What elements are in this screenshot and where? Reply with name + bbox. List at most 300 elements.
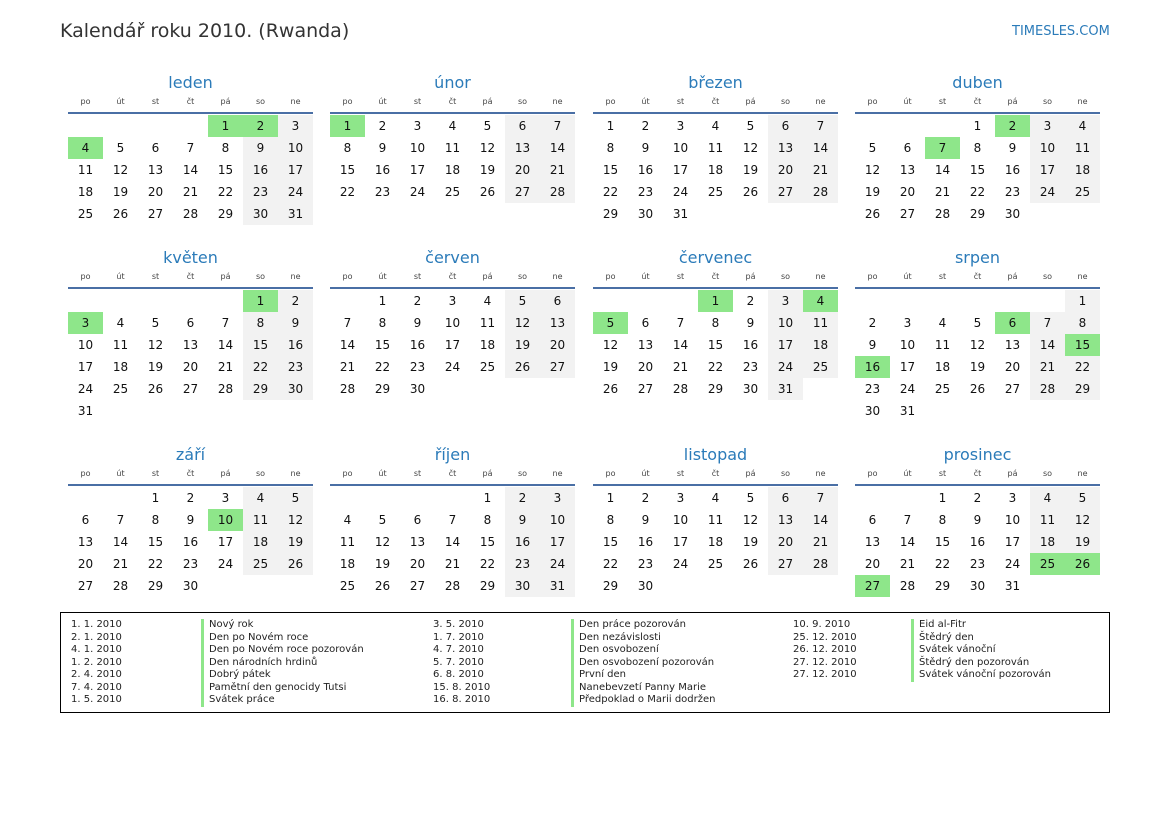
legend-holiday-name: Nový rok [201, 619, 364, 632]
month-name: prosinec [943, 445, 1012, 464]
day-cell: 22 [1065, 356, 1100, 378]
weekday-header [855, 96, 1100, 114]
day-cell: 3 [1008, 491, 1017, 505]
day-cell: 30 [742, 382, 759, 396]
day-cell: 7 [1030, 312, 1065, 334]
month-name: duben [952, 73, 1003, 92]
day-cell: 11 [707, 513, 724, 527]
weekday-header [330, 271, 575, 289]
weekday-label: čt [711, 272, 720, 281]
legend-date: 2. 1. 2010 [71, 631, 122, 643]
day-cell: 11 [1065, 137, 1100, 159]
day-cell: 21 [339, 360, 356, 374]
day-cell: 14 [182, 163, 199, 177]
day-cell: 8 [343, 141, 352, 155]
day-cell: 17 [672, 535, 689, 549]
day-cell: 16 [409, 338, 426, 352]
month-calendar [593, 72, 838, 225]
day-cell: 28 [803, 553, 838, 575]
day-cell: 8 [1065, 312, 1100, 334]
day-cell: 15 [707, 338, 724, 352]
day-cell: 26 [374, 579, 391, 593]
day-cell: 10 [444, 316, 461, 330]
day-cell: 20 [147, 185, 164, 199]
day-cell: 31 [77, 404, 94, 418]
weekday-label: st [676, 97, 685, 106]
weekday-label: so [1042, 469, 1053, 478]
day-cell: 30 [182, 579, 199, 593]
weekday-label: čt [973, 97, 982, 106]
day-cell: 3 [413, 119, 422, 133]
day-cell: 20 [409, 557, 426, 571]
weekday-header [68, 271, 313, 289]
day-cell: 19 [969, 360, 986, 374]
day-cell: 15 [602, 163, 619, 177]
month-calendar [855, 444, 1100, 597]
weekday-label: po [342, 97, 353, 106]
holiday-day: 27 [855, 575, 890, 597]
day-cell: 8 [378, 316, 387, 330]
weekday-header [330, 96, 575, 114]
day-cell: 19 [864, 185, 881, 199]
legend-date: 6. 8. 2010 [433, 669, 484, 680]
empty-cell [400, 487, 435, 509]
legend-date-column [433, 619, 490, 707]
day-cell: 18 [243, 531, 278, 553]
day-cell: 7 [676, 316, 685, 330]
day-cell: 4 [711, 491, 720, 505]
day-cell: 12 [969, 338, 986, 352]
day-cell: 6 [186, 316, 195, 330]
day-cell: 10 [899, 338, 916, 352]
day-cell: 14 [803, 137, 838, 159]
day-cell: 8 [151, 513, 160, 527]
day-cell: 12 [742, 141, 759, 155]
weekday-label: pá [1007, 272, 1018, 281]
day-cell: 17 [409, 163, 426, 177]
day-cell: 13 [540, 312, 575, 334]
day-cell: 30 [969, 579, 986, 593]
day-cell: 9 [973, 513, 982, 527]
day-cell: 6 [540, 290, 575, 312]
day-cell: 4 [938, 316, 947, 330]
day-cell: 30 [505, 575, 540, 597]
day-cell: 27 [1004, 382, 1021, 396]
day-cell: 1 [606, 491, 615, 505]
legend-holiday-name: Svátek práce [201, 694, 364, 707]
day-cell: 23 [1004, 185, 1021, 199]
day-cell: 20 [768, 159, 803, 181]
empty-cell [663, 290, 698, 312]
day-cell: 15 [969, 163, 986, 177]
day-cell: 21 [934, 185, 951, 199]
day-cell: 27 [77, 579, 94, 593]
legend-date: 4. 1. 2010 [71, 644, 122, 655]
day-cell: 7 [186, 141, 195, 155]
day-cell: 7 [448, 513, 457, 527]
weekday-header [855, 271, 1100, 289]
day-cell: 14 [540, 137, 575, 159]
day-cell: 29 [217, 207, 234, 221]
day-cell: 29 [147, 579, 164, 593]
month-name: srpen [954, 248, 1001, 267]
day-cell: 16 [374, 163, 391, 177]
day-cell: 22 [934, 557, 951, 571]
empty-cell [138, 290, 173, 312]
weekday-label: ne [290, 97, 301, 106]
day-cell: 24 [540, 553, 575, 575]
empty-cell [435, 487, 470, 509]
empty-cell [890, 115, 925, 137]
day-cell: 11 [1030, 509, 1065, 531]
empty-cell [208, 290, 243, 312]
day-cell: 5 [151, 316, 160, 330]
day-cell: 21 [1030, 356, 1065, 378]
weekday-label: st [676, 272, 685, 281]
day-cell: 3 [278, 115, 313, 137]
day-cell: 30 [278, 378, 313, 400]
site-link[interactable]: TIMESLES.COM [1012, 24, 1110, 39]
weekday-label: pá [482, 97, 493, 106]
day-cell: 14 [217, 338, 234, 352]
day-cell: 2 [641, 491, 650, 505]
day-cell: 17 [540, 531, 575, 553]
day-cell: 26 [479, 185, 496, 199]
day-cell: 15 [147, 535, 164, 549]
day-cell: 30 [637, 207, 654, 221]
weekday-label: pá [220, 97, 231, 106]
weekday-label: po [867, 469, 878, 478]
legend-date: 1. 2. 2010 [71, 656, 122, 668]
day-cell: 5 [483, 119, 492, 133]
day-cell: 16 [637, 535, 654, 549]
day-cell: 24 [77, 382, 94, 396]
day-cell: 14 [803, 509, 838, 531]
day-cell: 24 [672, 557, 689, 571]
day-cell: 10 [672, 513, 689, 527]
day-cell: 18 [803, 334, 838, 356]
holiday-day: 26 [1065, 553, 1100, 575]
day-cell: 6 [868, 513, 877, 527]
legend-holiday-name: Den po Novém roce pozorován [201, 644, 364, 657]
month-calendar [330, 444, 575, 597]
day-cell: 12 [864, 163, 881, 177]
empty-cell [890, 487, 925, 509]
day-cell: 2 [278, 290, 313, 312]
day-cell: 25 [77, 207, 94, 221]
weekday-label: út [378, 272, 387, 281]
day-cell: 18 [934, 360, 951, 374]
day-cell: 19 [147, 360, 164, 374]
day-cell: 14 [1030, 334, 1065, 356]
weekday-label: ne [815, 469, 826, 478]
weekday-label: pá [1007, 97, 1018, 106]
legend-holiday-name: Štědrý den [911, 632, 1051, 645]
day-cell: 11 [243, 509, 278, 531]
day-cell: 26 [147, 382, 164, 396]
day-cell: 4 [711, 119, 720, 133]
day-cell: 3 [768, 290, 803, 312]
day-cell: 6 [768, 115, 803, 137]
day-cell: 21 [899, 557, 916, 571]
weekday-label: út [641, 272, 650, 281]
day-grid [68, 114, 313, 225]
day-cell: 23 [742, 360, 759, 374]
legend-date: 4. 7. 2010 [433, 644, 484, 655]
day-cell: 15 [374, 338, 391, 352]
weekday-label: ne [815, 97, 826, 106]
day-cell: 2 [868, 316, 877, 330]
day-cell: 24 [1030, 181, 1065, 203]
weekday-label: út [116, 97, 125, 106]
day-cell: 19 [479, 163, 496, 177]
weekday-label: ne [815, 272, 826, 281]
empty-cell [855, 290, 890, 312]
day-cell: 14 [672, 338, 689, 352]
day-cell: 7 [343, 316, 352, 330]
day-cell: 11 [707, 141, 724, 155]
day-cell: 7 [803, 487, 838, 509]
day-cell: 18 [707, 163, 724, 177]
weekday-label: čt [973, 469, 982, 478]
day-cell: 20 [182, 360, 199, 374]
weekday-label: so [517, 272, 528, 281]
weekday-label: čt [448, 272, 457, 281]
month-name: červen [425, 248, 480, 267]
day-cell: 10 [768, 312, 803, 334]
weekday-label: po [867, 272, 878, 281]
empty-cell [890, 290, 925, 312]
weekday-label: út [116, 272, 125, 281]
legend-holiday-name: Předpoklad o Marii dodržen [571, 694, 716, 707]
day-cell: 16 [243, 159, 278, 181]
day-grid [68, 486, 313, 597]
legend-date: 1. 7. 2010 [433, 631, 484, 643]
day-cell: 22 [339, 185, 356, 199]
day-cell: 14 [112, 535, 129, 549]
day-grid [855, 289, 1100, 422]
day-cell: 29 [969, 207, 986, 221]
day-cell: 26 [505, 356, 540, 378]
weekday-header [68, 468, 313, 486]
day-cell: 15 [934, 535, 951, 549]
weekday-header [593, 96, 838, 114]
weekday-label: po [605, 469, 616, 478]
day-cell: 23 [409, 360, 426, 374]
day-cell: 13 [899, 163, 916, 177]
day-cell: 23 [278, 356, 313, 378]
day-grid [855, 486, 1100, 597]
holiday-day: 10 [208, 509, 243, 531]
day-cell: 7 [116, 513, 125, 527]
legend-holiday-name: Pamětní den genocidy Tutsi [201, 682, 364, 695]
day-grid [68, 289, 313, 422]
empty-cell [173, 115, 208, 137]
day-cell: 1 [973, 119, 982, 133]
holiday-day: 2 [243, 115, 278, 137]
day-cell: 26 [278, 553, 313, 575]
day-cell: 21 [444, 557, 461, 571]
day-cell: 8 [243, 312, 278, 334]
day-cell: 30 [864, 404, 881, 418]
day-cell: 23 [243, 181, 278, 203]
day-cell: 3 [540, 487, 575, 509]
weekday-label: po [80, 272, 91, 281]
day-grid [855, 114, 1100, 225]
day-cell: 24 [444, 360, 461, 374]
empty-cell [103, 115, 138, 137]
legend-date: 27. 12. 2010 [793, 656, 857, 668]
day-cell: 19 [742, 535, 759, 549]
day-cell: 31 [278, 203, 313, 225]
day-cell: 13 [864, 535, 881, 549]
weekday-label: čt [186, 97, 195, 106]
day-cell: 25 [1065, 181, 1100, 203]
empty-cell [103, 290, 138, 312]
day-grid [593, 486, 838, 597]
day-cell: 9 [243, 137, 278, 159]
legend-holiday-name: Svátek vánoční [911, 644, 1051, 657]
empty-cell [173, 290, 208, 312]
day-cell: 10 [1004, 513, 1021, 527]
day-cell: 27 [768, 553, 803, 575]
day-cell: 25 [243, 553, 278, 575]
day-cell: 3 [903, 316, 912, 330]
day-cell: 22 [147, 557, 164, 571]
day-cell: 5 [1065, 487, 1100, 509]
day-cell: 4 [448, 119, 457, 133]
month-name: červenec [678, 248, 753, 267]
holiday-day: 4 [68, 137, 103, 159]
weekday-label: pá [745, 97, 756, 106]
legend-date-column [71, 619, 122, 707]
weekday-label: so [517, 97, 528, 106]
day-cell: 28 [217, 382, 234, 396]
weekday-label: út [116, 469, 125, 478]
day-cell: 11 [444, 141, 461, 155]
day-cell: 15 [243, 334, 278, 356]
weekday-header [330, 468, 575, 486]
day-cell: 9 [278, 312, 313, 334]
weekday-label: so [255, 272, 266, 281]
holiday-day: 1 [330, 115, 365, 137]
day-cell: 4 [116, 316, 125, 330]
holiday-legend [60, 612, 1110, 713]
weekday-label: ne [1077, 272, 1088, 281]
legend-date: 25. 12. 2010 [793, 631, 857, 643]
day-cell: 9 [413, 316, 422, 330]
legend-date: 27. 12. 2010 [793, 669, 857, 680]
weekday-label: st [151, 469, 160, 478]
month-calendar [330, 72, 575, 203]
day-cell: 7 [221, 316, 230, 330]
empty-cell [593, 290, 628, 312]
weekday-label: po [605, 272, 616, 281]
day-cell: 3 [221, 491, 230, 505]
legend-date: 7. 4. 2010 [71, 681, 122, 693]
day-cell: 15 [602, 535, 619, 549]
weekday-label: út [903, 469, 912, 478]
weekday-label: čt [711, 469, 720, 478]
day-cell: 23 [374, 185, 391, 199]
weekday-label: pá [482, 272, 493, 281]
day-cell: 2 [378, 119, 387, 133]
day-cell: 6 [903, 141, 912, 155]
legend-holiday-name: Den po Novém roce [201, 632, 364, 645]
day-cell: 6 [768, 487, 803, 509]
weekday-label: ne [290, 272, 301, 281]
day-cell: 17 [1030, 159, 1065, 181]
day-cell: 23 [864, 382, 881, 396]
legend-date: 5. 7. 2010 [433, 656, 484, 668]
day-cell: 29 [243, 378, 278, 400]
weekday-header [68, 96, 313, 114]
holiday-day: 15 [1065, 334, 1100, 356]
day-cell: 19 [374, 557, 391, 571]
day-cell: 21 [803, 159, 838, 181]
day-cell: 30 [637, 579, 654, 593]
day-cell: 17 [672, 163, 689, 177]
weekday-label: so [780, 469, 791, 478]
day-cell: 7 [540, 115, 575, 137]
day-cell: 25 [803, 356, 838, 378]
day-cell: 22 [217, 185, 234, 199]
page-title: Kalendář roku 2010. (Rwanda) [60, 20, 350, 42]
weekday-label: po [605, 97, 616, 106]
weekday-label: so [255, 97, 266, 106]
day-cell: 25 [934, 382, 951, 396]
day-cell: 26 [112, 207, 129, 221]
empty-cell [68, 115, 103, 137]
day-cell: 20 [864, 557, 881, 571]
day-cell: 28 [182, 207, 199, 221]
day-cell: 12 [505, 312, 540, 334]
holiday-day: 4 [803, 290, 838, 312]
weekday-label: út [903, 97, 912, 106]
day-cell: 9 [505, 509, 540, 531]
day-cell: 14 [934, 163, 951, 177]
day-cell: 15 [217, 163, 234, 177]
weekday-label: po [80, 469, 91, 478]
day-cell: 12 [479, 141, 496, 155]
day-cell: 12 [112, 163, 129, 177]
empty-cell [138, 115, 173, 137]
day-cell: 11 [803, 312, 838, 334]
day-cell: 23 [505, 553, 540, 575]
day-cell: 24 [1004, 557, 1021, 571]
day-cell: 19 [1065, 531, 1100, 553]
month-calendar [68, 444, 313, 597]
legend-date: 3. 5. 2010 [433, 619, 484, 630]
day-cell: 29 [1065, 378, 1100, 400]
weekday-label: ne [290, 469, 301, 478]
day-cell: 15 [479, 535, 496, 549]
day-cell: 5 [116, 141, 125, 155]
day-cell: 12 [374, 535, 391, 549]
weekday-label: st [413, 272, 422, 281]
day-cell: 24 [672, 185, 689, 199]
day-cell: 13 [637, 338, 654, 352]
weekday-label: čt [973, 272, 982, 281]
day-cell: 5 [278, 487, 313, 509]
day-cell: 21 [217, 360, 234, 374]
day-cell: 6 [413, 513, 422, 527]
day-cell: 24 [409, 185, 426, 199]
day-cell: 22 [602, 557, 619, 571]
weekday-label: ne [1077, 469, 1088, 478]
day-cell: 25 [444, 185, 461, 199]
legend-date: 26. 12. 2010 [793, 644, 857, 655]
